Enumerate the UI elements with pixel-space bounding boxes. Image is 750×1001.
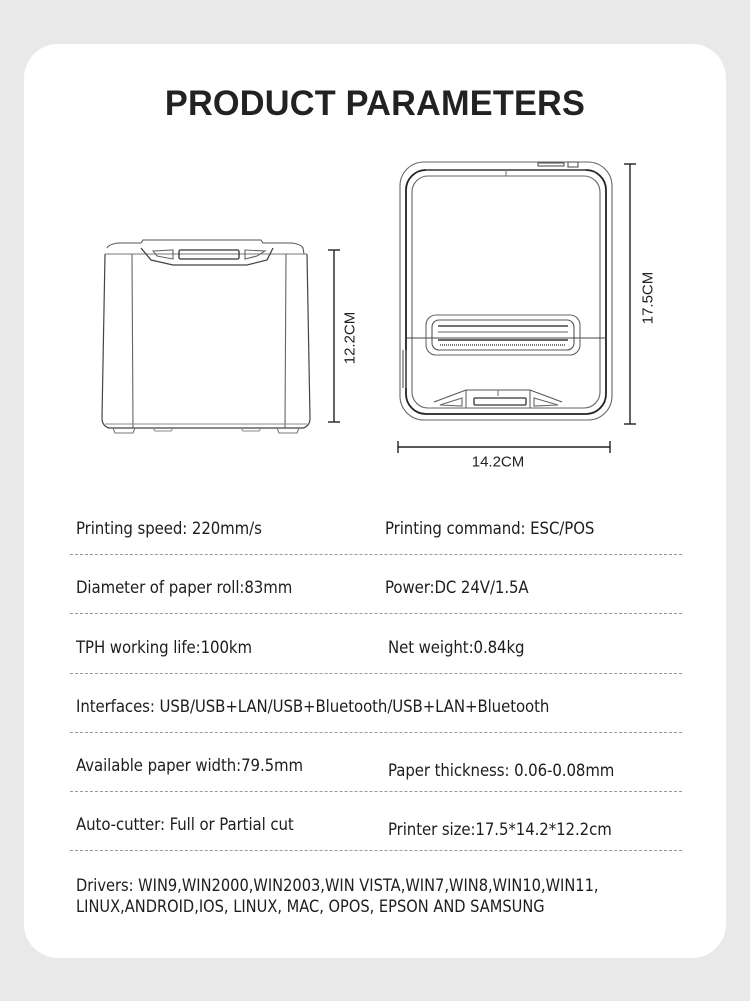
divider xyxy=(70,850,682,851)
drivers-line-1: Drivers: WIN9,WIN2000,WIN2003,WIN VISTA,WIN7,WIN8,WIN10,WIN11, xyxy=(76,876,599,896)
spec-paper-roll-diameter: Diameter of paper roll:83mm xyxy=(76,578,293,598)
spec-interfaces: Interfaces: USB/USB+LAN/USB+Bluetooth/USB+LAN+Bluetooth xyxy=(76,697,550,717)
divider xyxy=(70,732,682,733)
length-dimension-label: 17.5CM xyxy=(639,271,657,325)
height-dimension-line xyxy=(327,248,341,426)
spec-printing-command: Printing command: ESC/POS xyxy=(385,519,595,539)
spec-paper-width: Available paper width:79.5mm xyxy=(76,756,304,776)
spec-drivers xyxy=(76,876,599,918)
spec-printing-speed: Printing speed: 220mm/s xyxy=(76,519,262,539)
printer-top-view xyxy=(398,160,616,422)
spec-power: Power:DC 24V/1.5A xyxy=(385,578,529,598)
printer-side-view xyxy=(95,238,317,438)
divider xyxy=(70,673,682,674)
spec-tph-life: TPH working life:100km xyxy=(76,638,252,658)
divider xyxy=(70,791,682,792)
divider xyxy=(70,554,682,555)
length-dimension-line xyxy=(624,162,638,428)
page-title: PRODUCT PARAMETERS xyxy=(164,84,586,123)
height-dimension-label: 12.2CM xyxy=(341,311,359,365)
width-dimension-label: 14.2CM xyxy=(471,453,525,471)
spec-auto-cutter: Auto-cutter: Full or Partial cut xyxy=(76,815,294,835)
spec-net-weight: Net weight:0.84kg xyxy=(388,638,525,658)
drivers-line-2: LINUX,ANDROID,IOS, LINUX, MAC, OPOS, EPSON AND SAMSUNG xyxy=(76,897,545,917)
divider xyxy=(70,613,682,614)
spec-paper-thickness: Paper thickness: 0.06-0.08mm xyxy=(388,761,615,781)
spec-printer-size: Printer size:17.5*14.2*12.2cm xyxy=(388,820,612,840)
